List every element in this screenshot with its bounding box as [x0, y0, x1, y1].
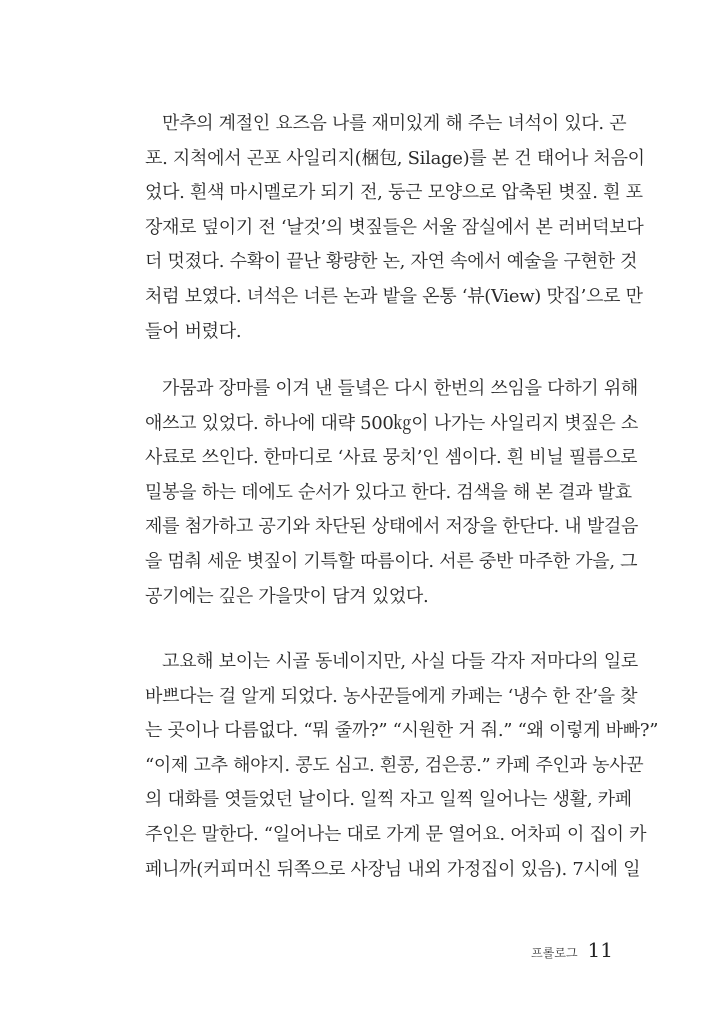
text-line: 의 대화를 엿들었던 날이다. 일찍 자고 일찍 일어나는 생활, 카페	[145, 789, 632, 811]
text-line: 가뭄과 장마를 이겨 낸 들녘은 다시 한번의 쓰임을 다하기 위해	[162, 378, 638, 399]
text-line: “이제 고추 해야지. 콩도 심고. 흰콩, 검은콩.” 카페 주인과 농사꾼	[145, 754, 644, 776]
text-line: 는 곳이나 다름없다. “뭐 줄까?” “시원한 거 줘.” “왜 이렇게 바빠?”	[145, 720, 659, 742]
text-line: 포. 지척에서 곤포 사일리지(梱包, Silage)를 본 건 태어나 처음이	[145, 147, 645, 169]
text-line: 들어 버렸다.	[145, 320, 242, 342]
text-line: 애쓰고 있었다. 하나에 대략 500㎏이 나가는 사일리지 볏짚은 소	[145, 412, 638, 434]
paragraph-2	[145, 372, 639, 614]
text-line: 처럼 보였다. 녀석은 너른 논과 밭을 온통 ‘뷰(View) 맛집’으로 만	[145, 285, 643, 307]
paragraph-3	[145, 645, 659, 887]
text-line: 장재로 덮이기 전 ‘날것’의 볏짚들은 서울 잠실에서 본 러버덕보다	[145, 216, 644, 238]
text-line: 을 멈춰 세운 볏짚이 기특할 따름이다. 서른 중반 마주한 가을, 그	[145, 550, 638, 572]
text-line: 고요해 보이는 시골 동네이지만, 사실 다들 각자 저마다의 일로	[162, 651, 638, 672]
text-line: 페니까(커피머신 뒤쪽으로 사장님 내외 가정집이 있음). 7시에 일	[145, 858, 641, 880]
page-footer	[531, 938, 613, 962]
text-line: 제를 첨가하고 공기와 차단된 상태에서 저장을 한단다. 내 발걸음	[145, 516, 639, 538]
text-line: 바쁘다는 걸 알게 되었다. 농사꾼들에게 카페는 ‘냉수 한 잔’을 찾	[145, 685, 638, 707]
text-line: 만추의 계절인 요즈음 나를 재미있게 해 주는 녀석이 있다. 곤	[162, 113, 627, 134]
text-line: 주인은 말한다. “일어나는 대로 가게 문 열어요. 어차피 이 집이 카	[145, 823, 647, 845]
page-number: 11	[587, 938, 613, 962]
text-line: 공기에는 깊은 가을맛이 담겨 있었다.	[145, 585, 429, 607]
paragraph-1	[145, 107, 645, 349]
running-section-title: 프롤로그	[531, 946, 578, 960]
text-line: 사료로 쓰인다. 한마디로 ‘사료 뭉치’인 셈이다. 흰 비닐 필름으로	[145, 447, 638, 469]
text-line: 밀봉을 하는 데에도 순서가 있다고 한다. 검색을 해 본 결과 발효	[145, 481, 632, 503]
text-line: 더 멋졌다. 수확이 끝난 황량한 논, 자연 속에서 예술을 구현한 것	[145, 251, 638, 273]
text-line: 었다. 흰색 마시멜로가 되기 전, 둥근 모양으로 압축된 볏짚. 흰 포	[145, 182, 643, 204]
